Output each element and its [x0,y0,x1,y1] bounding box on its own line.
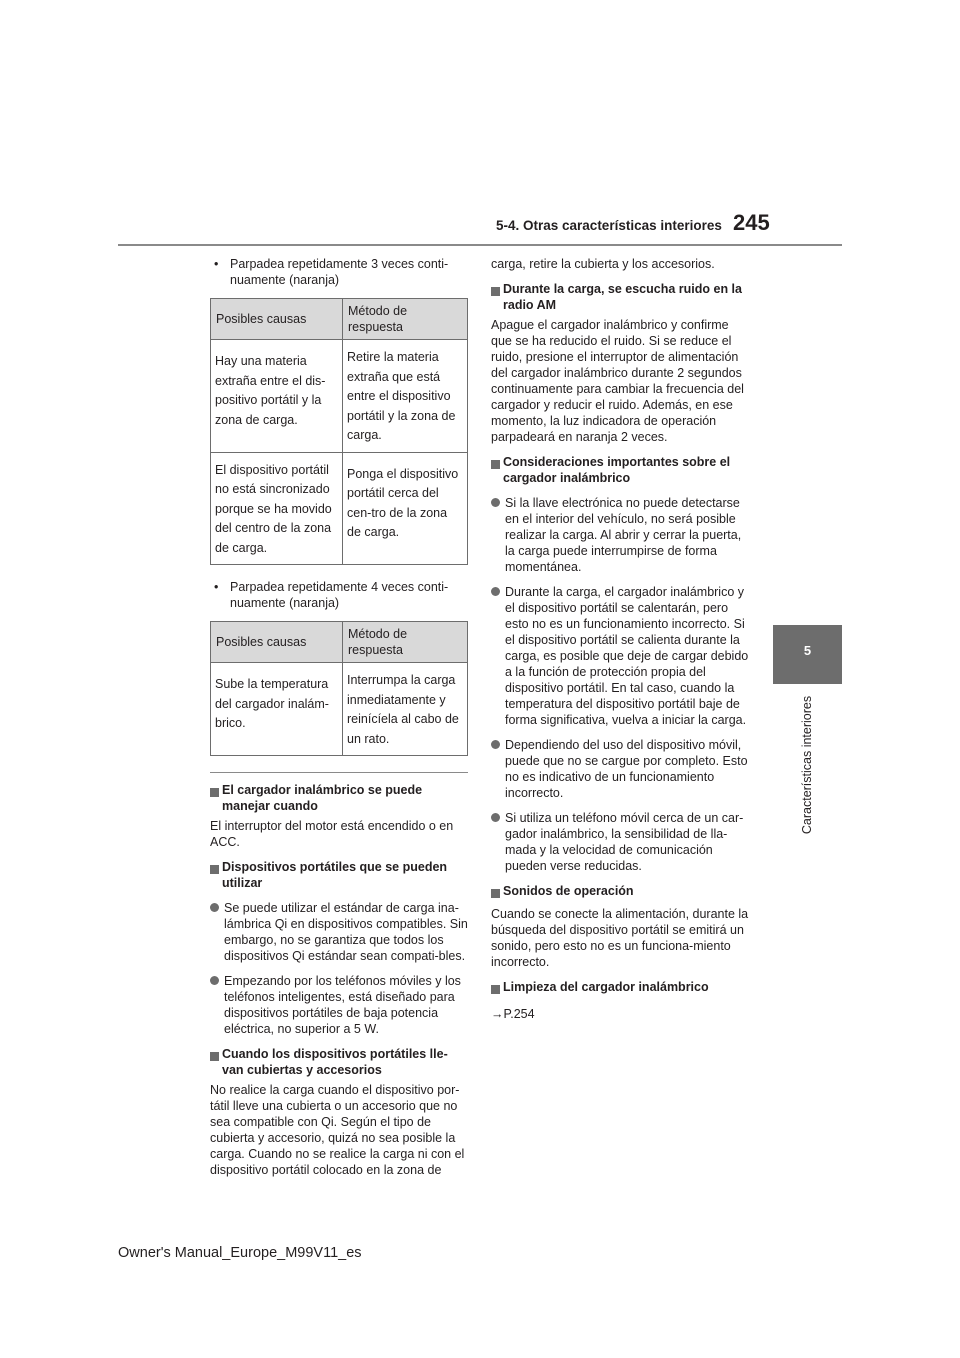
circle-bullet-item [491,810,749,874]
table-header: Posibles causas [211,299,343,340]
paragraph: Apague el cargador inalámbrico y confirme que se ha reducido el ruido. Si se reduce el ruido, presione el interruptor de alimentación del cargador inalámbrico durante 2 segundos continuamente para cambiar la frecuencia del cargador y reducir el ruido. Además, en ese momento, la luz indicadora de operación parpadeará en naranja 2 veces. [491,318,744,444]
circle-bullet-icon [491,740,500,749]
bullet-dot-icon: • [214,257,219,271]
bullet-item [210,579,468,611]
table-header: Método de respuesta [343,622,468,663]
paragraph: El interruptor del motor está encendido o en ACC. [210,819,454,849]
chapter-number: 5 [803,643,812,658]
square-bullet-icon [210,1052,219,1061]
table-cell: Sube la temperatura del cargador inalám-brico. [211,663,343,756]
item-text: Se puede utilizar el estándar de carga ina-lámbrica Qi en dispositivos compatibles. Sin embargo, no se garantiza que todos los dispositivos Qi estándar sean compati-bles. [224,901,468,963]
circle-bullet-icon [491,813,500,822]
table-cell: Ponga el dispositivo portátil cerca del cen-tro de la zona de carga. [343,452,468,565]
chapter-tab [773,625,842,684]
section-heading [210,859,468,891]
circle-bullet-item [491,495,749,575]
table-row [211,663,468,756]
paragraph: carga, retire la cubierta y los accesorios. [491,257,715,271]
section-heading [491,281,749,313]
circle-bullet-icon [491,587,500,596]
circle-bullet-icon [491,498,500,507]
square-bullet-icon [491,985,500,994]
section-heading [210,1046,468,1078]
square-bullet-icon [491,889,500,898]
table-cell: Retire la materia extraña que está entre el dispositivo portátil y la zona de carga. [343,340,468,453]
heading-text: Durante la carga, se escucha ruido en la radio AM [503,282,742,312]
item-text: Dependiendo del uso del dispositivo móvil, puede que no se cargue por completo. Esto no es indicativo de un funcionamiento incorrecto. [505,738,748,800]
circle-bullet-item [210,973,468,1037]
table-header: Posibles causas [211,622,343,663]
table-cell: Hay una materia extraña entre el dis-positivo portátil y la zona de carga. [211,340,343,453]
causes-table [210,621,468,756]
heading-text: El cargador inalámbrico se puede manejar cuando [222,783,423,813]
section-heading [210,782,468,814]
table-cell: Interrumpa la carga inmediatamente y reinícíela al cabo de un rato. [343,663,468,756]
circle-bullet-item [491,737,749,801]
section-title: 5-4. Otras características interiores [496,218,722,233]
page-reference-link[interactable]: →P.254 [491,1007,535,1021]
item-text: Empezando por los teléfonos móviles y los teléfonos inteligentes, está diseñado para dispositivos portátiles de baja potencia eléctrica, no superior a 5 W. [224,974,461,1036]
heading-text: Cuando los dispositivos portátiles lle-van cubiertas y accesorios [222,1047,448,1077]
section-heading [491,883,749,902]
page-number: 245 [733,210,770,235]
square-bullet-icon [210,788,219,797]
bullet-item [210,256,468,288]
section-heading [491,454,749,486]
bullet-dot-icon: • [214,580,219,594]
footer-text: Owner's Manual_Europe_M99V11_es [118,1245,362,1261]
separator [210,772,468,773]
bullet-text: Parpadea repetidamente 3 veces conti-nuamente (naranja) [230,257,449,287]
paragraph: Cuando se conecte la alimentación, durante la búsqueda del dispositivo portátil se emitirá un sonido, pero esto no es un funciona-miento incorrecto. [491,907,749,969]
square-bullet-icon [210,865,219,874]
table-row [211,452,468,565]
item-text: Si la llave electrónica no puede detectarse en el interior del vehículo, no será posible realizar la carga. Al abrir y cerrar la puerta, la carga puede interrumpirse de forma momentánea. [505,496,742,574]
item-text: Durante la carga, el cargador inalámbrico y el dispositivo portátil se calentarán, pero esto no es un funcionamiento incorrecto. Si el dispositivo portátil se calienta durante la carga, es posible que deje de cargar debido a la función de protección propia del dispositivo portátil. En tal caso, cuando la temperatura del dispositivo portátil baje de forma significativa, vuelva a iniciar la carga. [505,585,749,727]
table-header: Método de respuesta [343,299,468,340]
table-row [211,340,468,453]
square-bullet-icon [491,287,500,296]
heading-text: Dispositivos portátiles que se pueden utilizar [222,860,448,890]
bullet-text: Parpadea repetidamente 4 veces conti-nuamente (naranja) [230,580,449,610]
circle-bullet-icon [210,903,219,912]
section-heading [491,979,749,998]
right-column [491,256,749,1022]
heading-text: Sonidos de operación [503,884,634,898]
circle-bullet-icon [210,976,219,985]
causes-table [210,298,468,565]
square-bullet-icon [491,460,500,469]
chapter-side-label: Características interiores [800,695,814,835]
circle-bullet-item [491,584,749,728]
heading-text: Limpieza del cargador inalámbrico [503,980,709,994]
circle-bullet-item [210,900,468,964]
heading-text: Consideraciones importantes sobre el cargador inalámbrico [503,455,731,485]
paragraph: No realice la carga cuando el dispositivo por-tátil lleve una cubierta o un accesorio que no sea compatible con Qi. Según el tipo de cubierta y accesorio, quizá no sea posible la carga. Cuando no se realice la carga ni con el dispositivo portátil colocado en la zona de [210,1083,465,1177]
header-rule [118,244,842,246]
item-text: Si utiliza un teléfono móvil cerca de un car-gador inalámbrico, la sensibilidad de lla-mada y la velocidad de comunicación pueden verse reducidas. [505,811,744,873]
table-cell: El dispositivo portátil no está sincronizado porque se ha movido del centro de la zona de carga. [211,452,343,565]
left-column [210,256,468,1178]
